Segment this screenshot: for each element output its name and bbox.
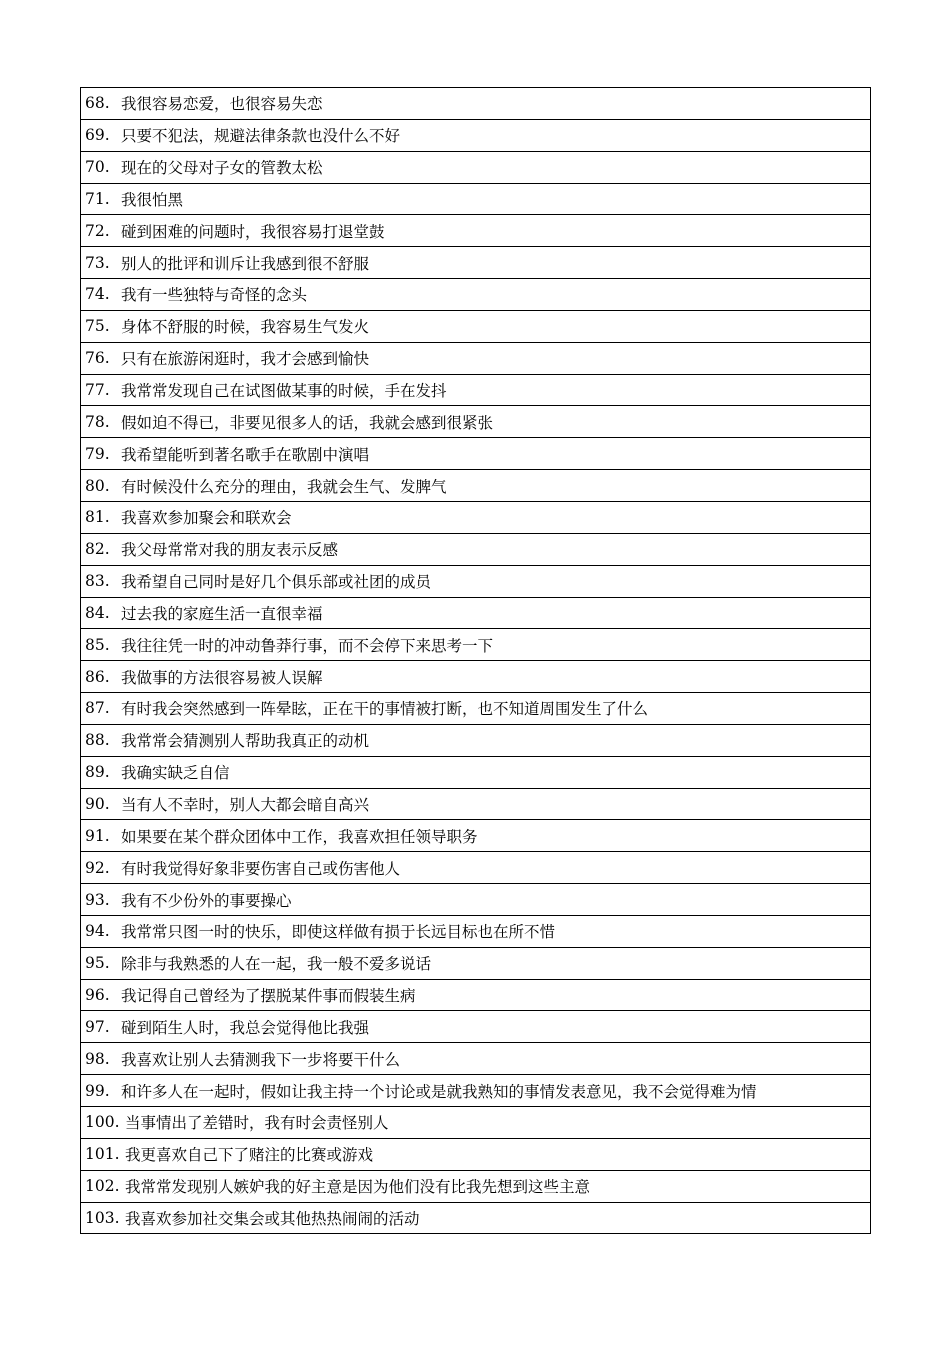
question-text: 和许多人在一起时，假如让我主持一个讨论或是就我熟知的事情发表意见，我不会觉得难为情	[121, 1082, 757, 1101]
question-text: 我喜欢参加社交集会或其他热热闹闹的活动	[125, 1209, 420, 1228]
question-text: 我有一些独特与奇怪的念头	[121, 286, 308, 305]
question-row	[81, 1171, 870, 1203]
question-text: 有时候没什么充分的理由，我就会生气、发脾气	[121, 477, 447, 496]
question-number: 90.	[85, 794, 110, 813]
question-number: 72.	[85, 221, 110, 240]
question-text: 我常常会猜测别人帮助我真正的动机	[121, 732, 370, 751]
question-number: 88.	[85, 731, 110, 750]
question-number: 100.	[85, 1113, 120, 1132]
question-row	[81, 725, 870, 757]
question-number: 98.	[85, 1049, 110, 1068]
question-row	[81, 375, 870, 407]
question-number: 91.	[85, 826, 110, 845]
question-row	[81, 470, 870, 502]
question-number: 73.	[85, 253, 110, 272]
question-number: 69.	[85, 126, 110, 145]
question-row	[81, 247, 870, 279]
question-number: 102.	[85, 1177, 120, 1196]
question-text: 身体不舒服的时候，我容易生气发火	[121, 318, 370, 337]
question-text: 我常常发现自己在试图做某事的时候，手在发抖	[121, 382, 447, 401]
question-number: 78.	[85, 412, 110, 431]
question-number: 103.	[85, 1208, 120, 1227]
question-text: 我往往凭一时的冲动鲁莽行事，而不会停下来思考一下	[121, 636, 494, 655]
question-number: 74.	[85, 285, 110, 304]
question-text: 我父母常常对我的朋友表示反感	[121, 541, 339, 560]
question-row	[81, 1043, 870, 1075]
question-text: 我确实缺乏自信	[121, 764, 230, 783]
question-text: 我常常只图一时的快乐，即使这样做有损于长远目标也在所不惜	[121, 923, 556, 942]
question-text: 我更喜欢自己下了赌注的比赛或游戏	[125, 1146, 374, 1165]
question-text: 别人的批评和训斥让我感到很不舒服	[121, 254, 370, 273]
question-row	[81, 661, 870, 693]
question-number: 83.	[85, 572, 110, 591]
question-text: 我做事的方法很容易被人误解	[121, 668, 323, 687]
question-text: 我希望自己同时是好几个俱乐部或社团的成员	[121, 573, 432, 592]
question-row	[81, 884, 870, 916]
question-row	[81, 1139, 870, 1171]
question-number: 79.	[85, 444, 110, 463]
question-row	[81, 693, 870, 725]
question-row	[81, 566, 870, 598]
question-text: 现在的父母对子女的管教太松	[121, 159, 323, 178]
question-row	[81, 1075, 870, 1107]
question-text: 有时我觉得好象非要伤害自己或伤害他人	[121, 859, 401, 878]
question-row	[81, 215, 870, 247]
question-table	[80, 87, 871, 1234]
question-row	[81, 88, 870, 120]
question-text: 有时我会突然感到一阵晕眩，正在干的事情被打断，也不知道周围发生了什么	[121, 700, 649, 719]
question-row	[81, 343, 870, 375]
question-text: 假如迫不得已，非要见很多人的话，我就会感到很紧张	[121, 413, 494, 432]
question-number: 75.	[85, 317, 110, 336]
question-text: 我很容易恋爱，也很容易失恋	[121, 95, 323, 114]
question-number: 71.	[85, 189, 110, 208]
question-number: 89.	[85, 763, 110, 782]
question-row	[81, 980, 870, 1012]
question-number: 97.	[85, 1017, 110, 1036]
question-text: 我有不少份外的事要操心	[121, 891, 292, 910]
question-row	[81, 120, 870, 152]
question-number: 101.	[85, 1145, 120, 1164]
question-text: 当有人不幸时，别人大都会暗自高兴	[121, 795, 370, 814]
question-row	[81, 1107, 870, 1139]
question-number: 86.	[85, 667, 110, 686]
question-row	[81, 598, 870, 630]
question-row	[81, 406, 870, 438]
question-row	[81, 534, 870, 566]
question-number: 81.	[85, 508, 110, 527]
question-number: 93.	[85, 890, 110, 909]
question-text: 只有在旅游闲逛时，我才会感到愉快	[121, 350, 370, 369]
question-number: 80.	[85, 476, 110, 495]
question-number: 87.	[85, 699, 110, 718]
question-text: 我很怕黑	[121, 190, 184, 209]
question-number: 84.	[85, 603, 110, 622]
question-row	[81, 1203, 870, 1235]
question-row	[81, 757, 870, 789]
question-number: 82.	[85, 540, 110, 559]
question-number: 95.	[85, 954, 110, 973]
question-text: 碰到困难的问题时，我很容易打退堂鼓	[121, 222, 385, 241]
question-number: 96.	[85, 986, 110, 1005]
question-text: 碰到陌生人时，我总会觉得他比我强	[121, 1018, 370, 1037]
question-text: 我喜欢让别人去猜测我下一步将要干什么	[121, 1050, 401, 1069]
question-row	[81, 948, 870, 980]
question-text: 我记得自己曾经为了摆脱某件事而假装生病	[121, 987, 416, 1006]
question-number: 99.	[85, 1081, 110, 1100]
question-row	[81, 311, 870, 343]
question-text: 如果要在某个群众团体中工作，我喜欢担任领导职务	[121, 827, 478, 846]
question-row	[81, 629, 870, 661]
question-text: 过去我的家庭生活一直很幸福	[121, 604, 323, 623]
question-text: 我常常发现别人嫉妒我的好主意是因为他们没有比我先想到这些主意	[125, 1178, 591, 1197]
question-text: 只要不犯法，规避法律条款也没什么不好	[121, 127, 401, 146]
question-row	[81, 152, 870, 184]
question-row	[81, 502, 870, 534]
question-row	[81, 1011, 870, 1043]
question-row	[81, 438, 870, 470]
question-text: 当事情出了差错时，我有时会责怪别人	[125, 1114, 389, 1133]
question-number: 68.	[85, 94, 110, 113]
question-text: 我希望能听到著名歌手在歌剧中演唱	[121, 445, 370, 464]
question-row	[81, 852, 870, 884]
question-row	[81, 789, 870, 821]
question-row	[81, 916, 870, 948]
question-number: 94.	[85, 922, 110, 941]
question-number: 85.	[85, 635, 110, 654]
question-number: 77.	[85, 381, 110, 400]
question-text: 我喜欢参加聚会和联欢会	[121, 509, 292, 528]
question-row	[81, 279, 870, 311]
question-number: 92.	[85, 858, 110, 877]
question-row	[81, 184, 870, 216]
question-text: 除非与我熟悉的人在一起，我一般不爱多说话	[121, 955, 432, 974]
question-number: 70.	[85, 158, 110, 177]
question-number: 76.	[85, 349, 110, 368]
question-row	[81, 820, 870, 852]
